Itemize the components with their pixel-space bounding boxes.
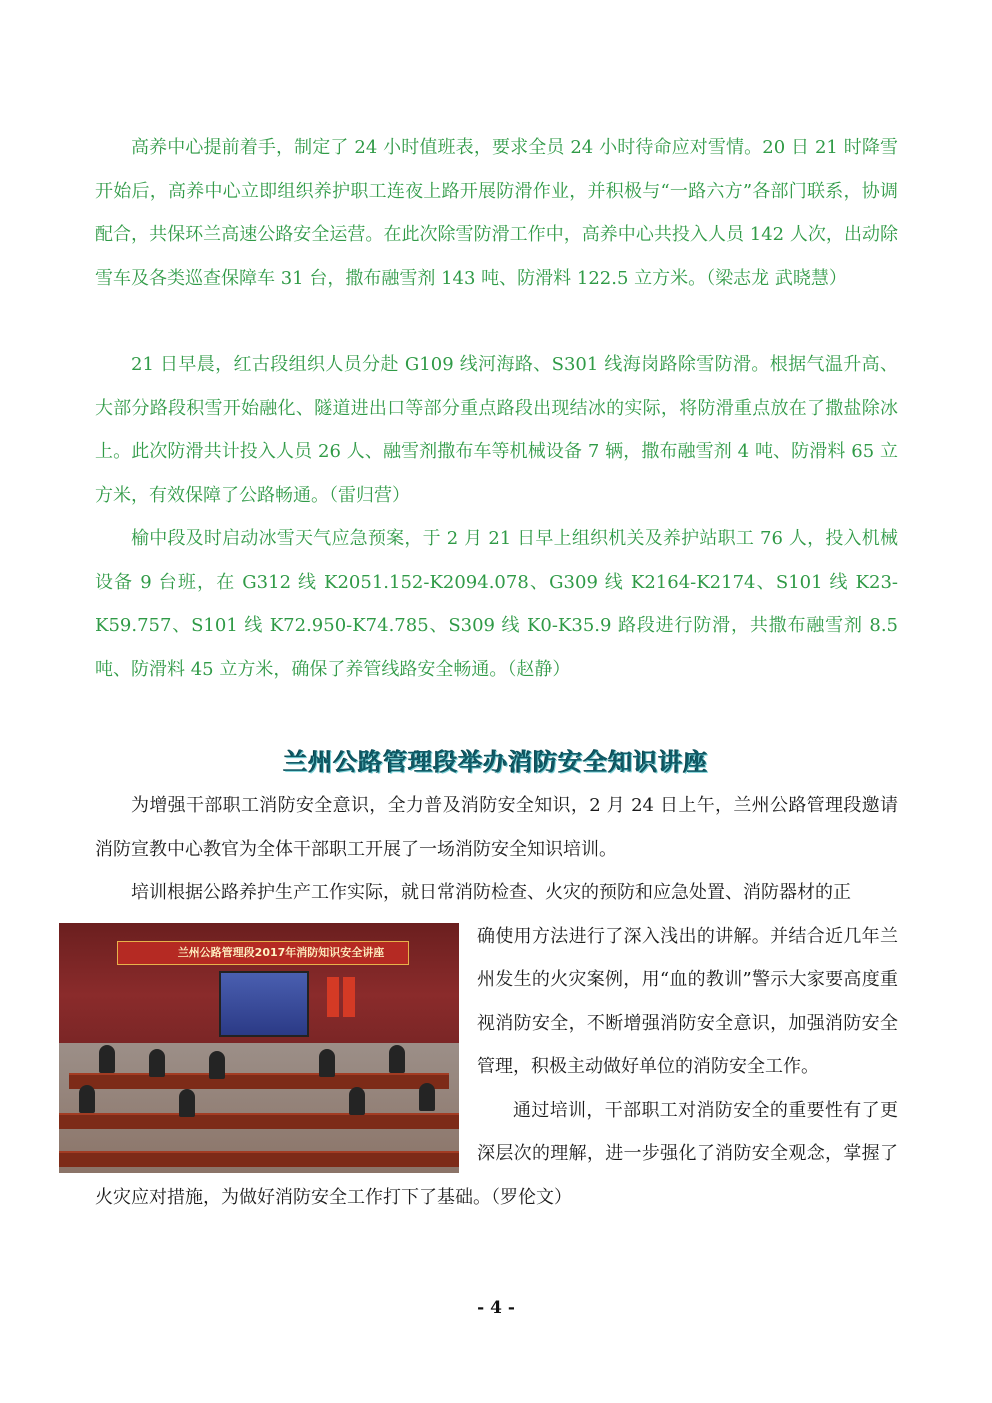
article1-paragraph-2: 21 日早晨，红古段组织人员分赴 G109 线河海路、S301 线海岗路除雪防滑。根据气温升高、大部分路段积雪开始融化、隧道进出口等部分重点路段出现结冰的实际，将防滑重点放在了撒盐除冰上。此次防滑共计投入人员 26 人、融雪剂撒布车等机械设备 7 辆，撒布融雪剂 4 吨、防滑料 65 立方米，有效保障了公路畅通。（雷归营） <box>95 354 898 506</box>
audience-person <box>179 1089 195 1117</box>
flag-left <box>327 977 339 1017</box>
desk-row <box>59 1113 459 1129</box>
audience-person <box>79 1085 95 1113</box>
audience-person <box>319 1049 335 1077</box>
article2-paragraph-2-rest: 确使用方法进行了深入浅出的讲解。并结合近几年兰州发生的火灾案例，用“血的教训”警示大家要高度重视消防安全，不断增强消防安全意识，加强消防安全管理，积极主动做好单位的消防安全工作。 <box>477 925 898 1077</box>
article2-paragraph-2-lead: 培训根据公路养护生产工作实际，就日常消防检查、火灾的预防和应急处置、消防器材的正 <box>131 882 851 903</box>
audience-person <box>99 1045 115 1073</box>
audience-person <box>149 1049 165 1077</box>
article2-paragraph-3: 通过培训，干部职工对消防安全的重要性有了更深层次的理解，进一步强化了消防安全观念，掌握了火灾应对措施，为做好消防安全工作打下了基础。（罗伦文） <box>95 1099 898 1208</box>
audience-person <box>389 1045 405 1073</box>
flag-right <box>343 977 355 1017</box>
article2-body-with-photo <box>95 871 898 1219</box>
article2-paragraph-1: 为增强干部职工消防安全意识，全力普及消防安全知识，2 月 24 日上午，兰州公路管理段邀请消防宣教中心教官为全体干部职工开展了一场消防安全知识培训。 <box>95 795 898 860</box>
article1-paragraph-1: 高养中心提前着手，制定了 24 小时值班表，要求全员 24 小时待命应对雪情。20 日 21 时降雪开始后，高养中心立即组织养护职工连夜上路开展防滑作业，并积极与“一路六方”各部门联系，协调配合，共保环兰高速公路安全运营。在此次除雪防滑工作中，高养中心共投入人员 142 人次，出动除雪车及各类巡查保障车 31 台，撒布融雪剂 143 吨、防滑料 122.5 立方米。（梁志龙 武晓慧） <box>95 137 898 289</box>
projector-screen <box>219 971 309 1037</box>
photo-banner: 兰州公路管理段2017年消防知识安全讲座 <box>117 941 409 965</box>
audience-person <box>209 1051 225 1079</box>
lecture-photo <box>59 923 459 1173</box>
audience-person <box>349 1087 365 1115</box>
desk-row <box>59 1151 459 1167</box>
article2-title: 兰州公路管理段举办消防安全知识讲座 <box>283 748 709 776</box>
desk-row <box>69 1073 449 1089</box>
audience-person <box>419 1083 435 1111</box>
page-number: - 4 - <box>477 1298 515 1318</box>
article1-paragraph-3: 榆中段及时启动冰雪天气应急预案，于 2 月 21 日早上组织机关及养护站职工 76 人，投入机械设备 9 台班，在 G312 线 K2051.152-K2094.078、G309 线 K2164-K2174、S101 线 K23-K59.757、S101 线 K72.950-K74.785、S309 线 K0-K35.9 路段进行防滑，共撒布融雪剂 8.5 吨、防滑料 45 立方米，确保了养管线路安全畅通。（赵静） <box>95 528 898 680</box>
